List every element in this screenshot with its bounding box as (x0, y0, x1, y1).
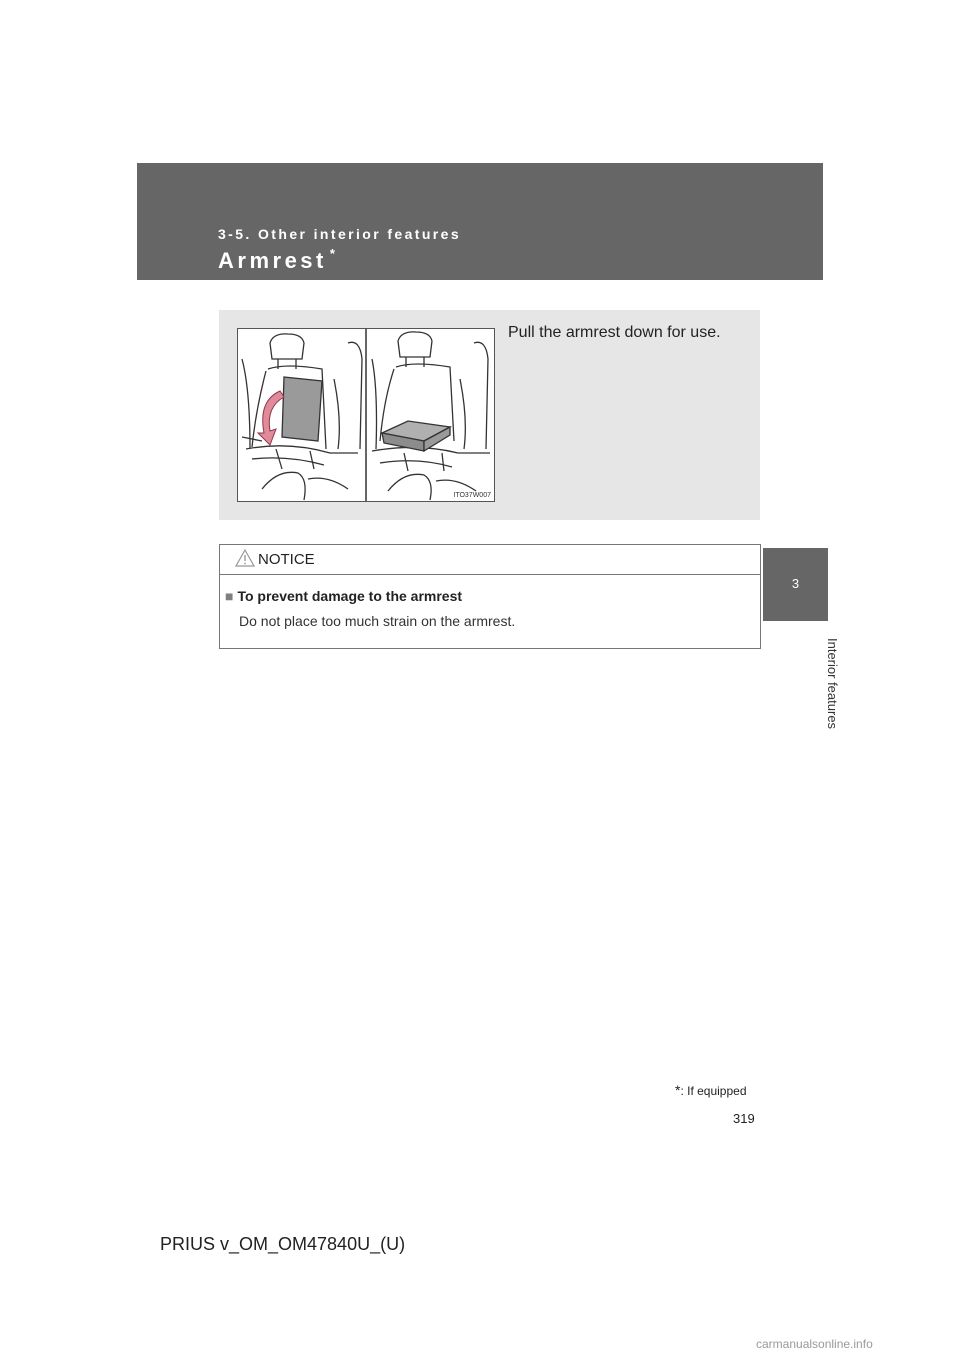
footnote-marker: * (675, 1082, 681, 1098)
chapter-tab[interactable] (763, 548, 828, 621)
notice-box (219, 544, 761, 649)
chapter-label: Interior features (825, 638, 840, 730)
manual-id: PRIUS v_OM_OM47840U_(U) (160, 1234, 406, 1254)
figure-caption: Pull the armrest down for use. (508, 324, 721, 341)
armrest-illustration (237, 328, 495, 502)
image-code: ITO37W007 (453, 492, 491, 499)
section-label: 3-5. Other interior features (218, 226, 462, 242)
square-bullet-icon: ■ (225, 588, 234, 604)
page-title-text: Armrest (218, 248, 327, 273)
notice-body: Do not place too much strain on the armrest. (239, 613, 516, 629)
notice-subheading (225, 588, 462, 604)
notice-subheading-text: To prevent damage to the armrest (237, 588, 463, 604)
watermark-link[interactable]: carmanualsonline.info (756, 1337, 873, 1351)
footnote-text: : If equipped (680, 1084, 747, 1098)
warning-triangle-icon (235, 549, 255, 572)
armrest-drawing (238, 329, 494, 501)
if-equipped-marker: * (329, 246, 335, 261)
page-number: 319 (733, 1111, 755, 1126)
footnote (675, 1082, 747, 1098)
notice-header (220, 545, 760, 575)
page-title (218, 246, 335, 274)
notice-title: NOTICE (258, 551, 315, 568)
chapter-number: 3 (791, 576, 800, 591)
figure-panel (219, 310, 760, 520)
